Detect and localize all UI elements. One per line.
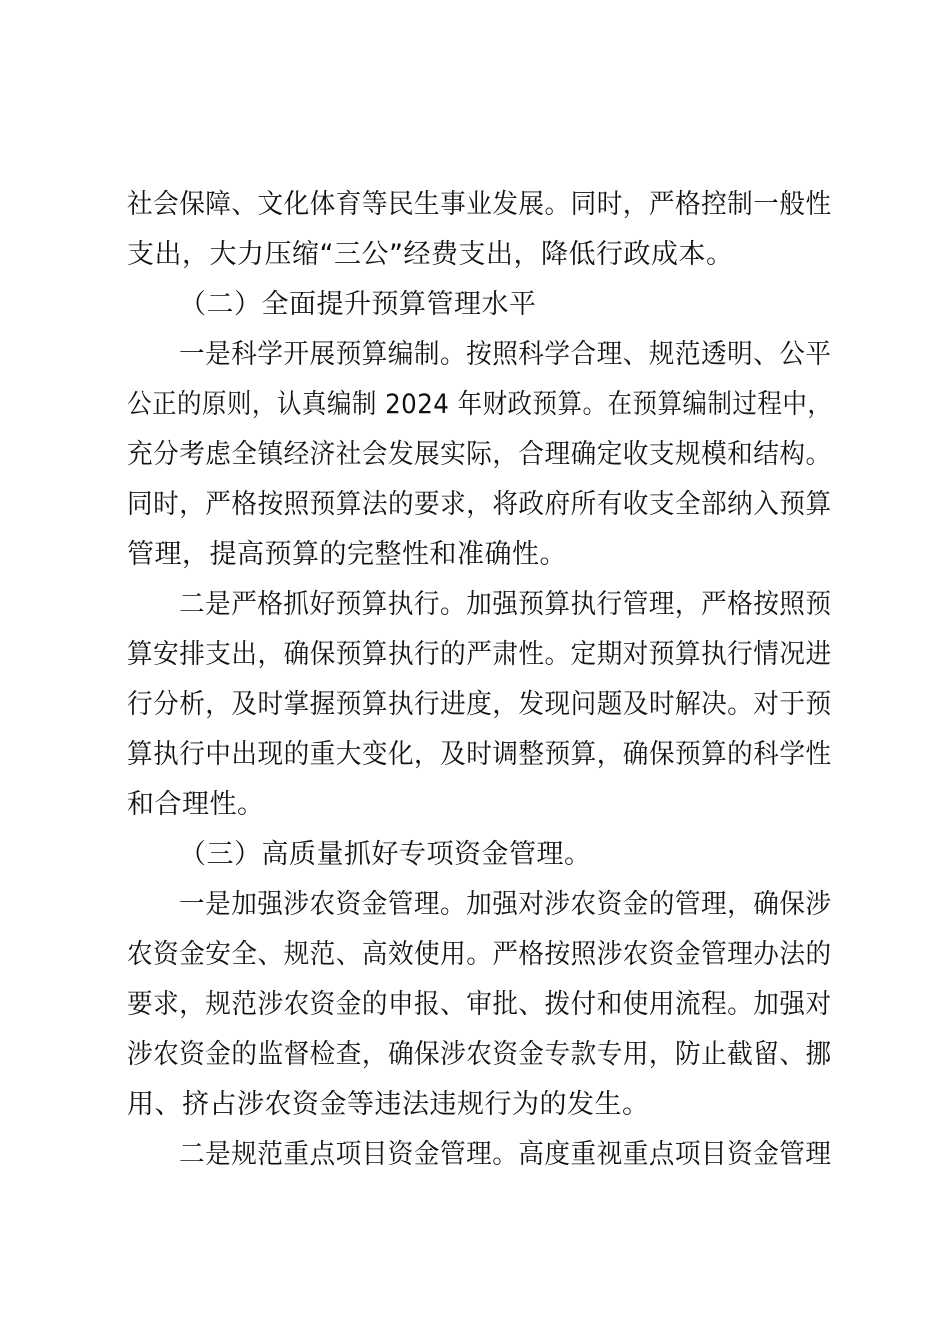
paragraph-line: 用、挤占涉农资金等违法违规行为的发生。 [127, 1089, 650, 1120]
paragraph-line: 算执行中出现的重大变化，及时调整预算，确保预算的科学性 [127, 739, 832, 770]
paragraph-line: 和合理性。 [127, 789, 265, 820]
paragraph-line: 算安排支出，确保预算执行的严肃性。定期对预算执行情况进 [127, 639, 832, 670]
section-heading: （二）全面提升预算管理水平 [179, 289, 537, 320]
paragraph-line: 同时，严格按照预算法的要求，将政府所有收支全部纳入预算 [127, 489, 832, 520]
paragraph-line: 公正的原则，认真编制 2024 年财政预算。在预算编制过程中， [127, 389, 833, 420]
paragraph-line: 支出，大力压缩“三公”经费支出，降低行政成本。 [127, 239, 734, 270]
paragraph-line: 管理，提高预算的完整性和准确性。 [127, 539, 567, 570]
paragraph-line: 涉农资金的监督检查，确保涉农资金专款专用，防止截留、挪 [127, 1039, 832, 1070]
paragraph-line: 二是严格抓好预算执行。加强预算执行管理，严格按照预 [179, 589, 832, 620]
paragraph-line: 一是加强涉农资金管理。加强对涉农资金的管理，确保涉 [179, 889, 832, 920]
paragraph-line: 社会保障、文化体育等民生事业发展。同时，严格控制一般性 [127, 189, 832, 220]
paragraph-line: 农资金安全、规范、高效使用。严格按照涉农资金管理办法的 [127, 939, 832, 970]
paragraph-line: 行分析，及时掌握预算执行进度，发现问题及时解决。对于预 [127, 689, 832, 720]
section-heading: （三）高质量抓好专项资金管理。 [179, 839, 592, 870]
paragraph-line: 要求，规范涉农资金的申报、审批、拨付和使用流程。加强对 [127, 989, 832, 1020]
paragraph-line: 充分考虑全镇经济社会发展实际，合理确定收支规模和结构。 [127, 439, 832, 470]
paragraph-line: 二是规范重点项目资金管理。高度重视重点项目资金管理 [179, 1139, 832, 1170]
paragraph-line: 一是科学开展预算编制。按照科学合理、规范透明、公平 [179, 339, 832, 370]
